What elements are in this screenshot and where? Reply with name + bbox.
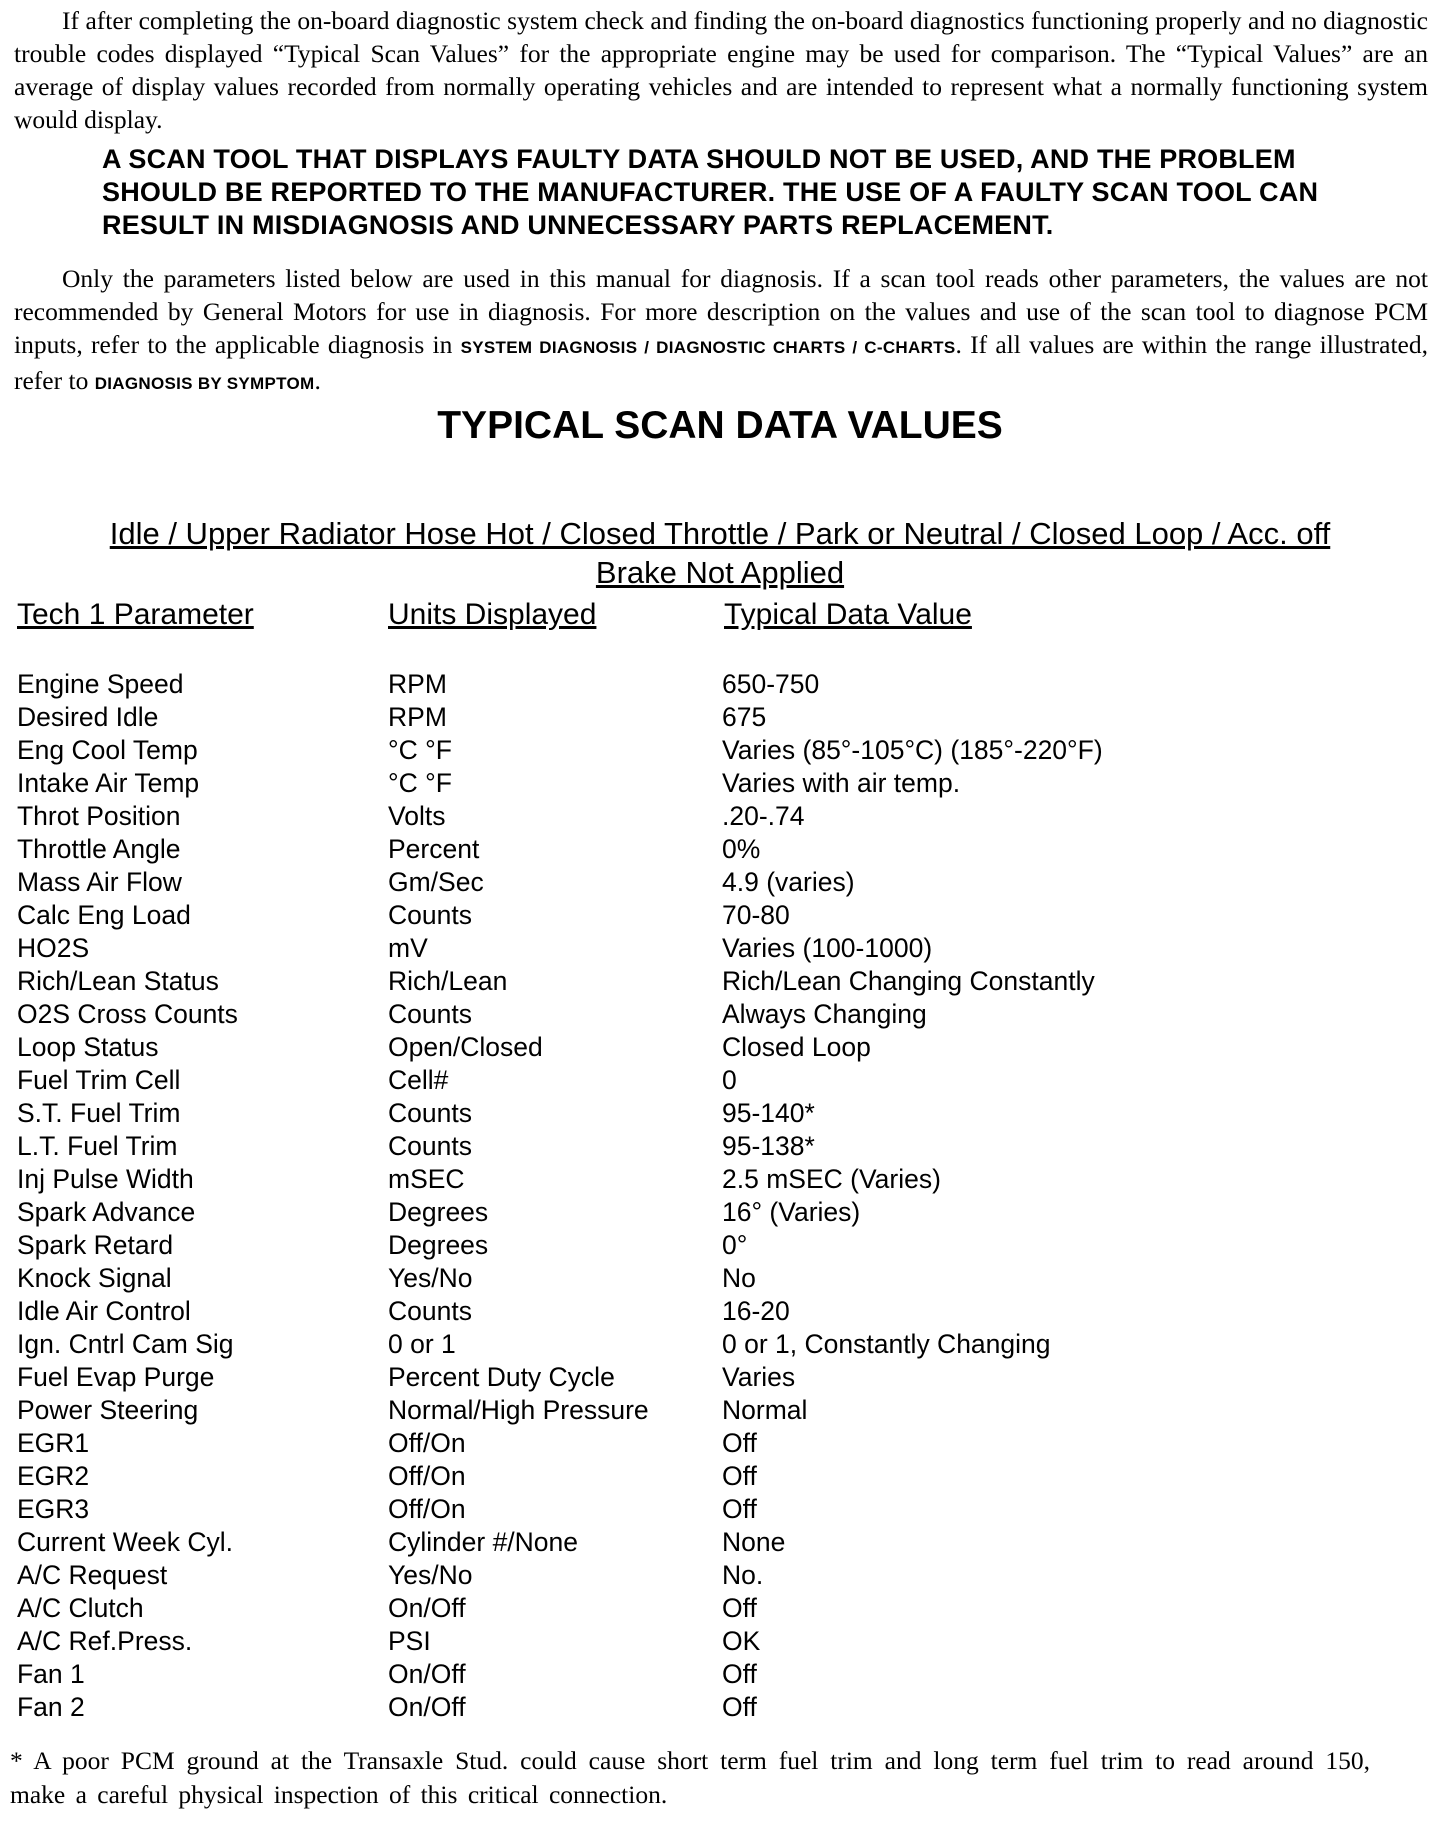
table-row [0, 833, 1440, 866]
scan-data-table [0, 668, 1440, 1724]
table-row [0, 1295, 1440, 1328]
row-parameter: Mass Air Flow [17, 867, 182, 897]
row-typical-value: Varies [722, 1362, 796, 1392]
row-parameter: Rich/Lean Status [17, 966, 219, 996]
row-typical-value: .20-.74 [722, 801, 805, 831]
row-units: Off/On [388, 1461, 466, 1491]
table-row [0, 1625, 1440, 1658]
row-units: Counts [388, 900, 472, 930]
row-typical-value: 16-20 [722, 1296, 790, 1326]
row-units: Off/On [388, 1494, 466, 1524]
table-row [0, 1559, 1440, 1592]
column-header-units: Units Displayed [388, 598, 597, 631]
row-parameter: Calc Eng Load [17, 900, 191, 930]
table-row [0, 1196, 1440, 1229]
row-units: Percent Duty Cycle [388, 1362, 615, 1392]
table-row [0, 1658, 1440, 1691]
row-typical-value: No [722, 1263, 756, 1293]
row-typical-value: Varies (85°-105°C) (185°-220°F) [722, 735, 1103, 765]
row-typical-value: OK [722, 1626, 761, 1656]
table-row [0, 767, 1440, 800]
row-typical-value: Off [722, 1428, 757, 1458]
table-row [0, 998, 1440, 1031]
table-row [0, 1493, 1440, 1526]
row-typical-value: Off [722, 1461, 757, 1491]
table-row [0, 1229, 1440, 1262]
row-typical-value: Off [722, 1692, 757, 1722]
row-parameter: Fuel Evap Purge [17, 1362, 215, 1392]
diagnosis-by-symptom-reference: DIAGNOSIS BY SYMPTOM [94, 374, 315, 393]
row-parameter: Inj Pulse Width [17, 1164, 194, 1194]
row-units: Off/On [388, 1428, 466, 1458]
table-row [0, 1163, 1440, 1196]
row-parameter: A/C Clutch [17, 1593, 144, 1623]
row-parameter: Idle Air Control [17, 1296, 191, 1326]
test-conditions-line-2: Brake Not Applied [595, 555, 845, 590]
row-units: PSI [388, 1626, 431, 1656]
row-units: Percent [388, 834, 480, 864]
table-row [0, 1427, 1440, 1460]
column-header-parameter: Tech 1 Parameter [17, 598, 254, 631]
row-units: Normal/High Pressure [388, 1395, 649, 1425]
row-parameter: Engine Speed [17, 669, 184, 699]
table-row [0, 1691, 1440, 1724]
table-row [0, 1592, 1440, 1625]
row-typical-value: 675 [722, 702, 767, 732]
row-parameter: Intake Air Temp [17, 768, 200, 798]
row-typical-value: Off [722, 1659, 757, 1689]
warning-notice: A SCAN TOOL THAT DISPLAYS FAULTY DATA SHOULD NOT BE USED, AND THE PROBLEM SHOULD BE REPORTED TO THE MANUFACTURER. THE USE OF A FAULTY SCAN TOOL CAN RESULT IN MISDIAGNOSIS AND UNNECESSARY PARTS REPLACEMENT. [102, 144, 1319, 240]
parameters-note-paragraph [14, 262, 1428, 400]
row-units: Counts [388, 1098, 472, 1128]
row-parameter: L.T. Fuel Trim [17, 1131, 178, 1161]
row-parameter: EGR3 [17, 1494, 90, 1524]
row-units: °C °F [388, 768, 452, 798]
table-row [0, 1031, 1440, 1064]
row-typical-value: 16° (Varies) [722, 1197, 861, 1227]
row-units: Counts [388, 1131, 472, 1161]
row-parameter: S.T. Fuel Trim [17, 1098, 181, 1128]
table-row [0, 1526, 1440, 1559]
row-units: On/Off [388, 1593, 466, 1623]
footnote: * A poor PCM ground at the Transaxle Stud. could cause short term fuel trim and long term fuel trim to read around 150, make a careful physical inspection of this critical connection. [10, 1746, 1370, 1809]
row-parameter: Power Steering [17, 1395, 199, 1425]
row-typical-value: 0% [722, 834, 761, 864]
row-units: On/Off [388, 1692, 466, 1722]
row-units: Degrees [388, 1197, 489, 1227]
row-units: RPM [388, 702, 447, 732]
row-parameter: Spark Retard [17, 1230, 174, 1260]
row-typical-value: Varies (100-1000) [722, 933, 933, 963]
row-typical-value: 2.5 mSEC (Varies) [722, 1164, 941, 1194]
table-row [0, 1262, 1440, 1295]
test-conditions [0, 514, 1440, 592]
row-typical-value: Off [722, 1494, 757, 1524]
row-units: Yes/No [388, 1560, 473, 1590]
row-typical-value: None [722, 1527, 786, 1557]
row-units: Yes/No [388, 1263, 473, 1293]
row-typical-value: Rich/Lean Changing Constantly [722, 966, 1095, 996]
test-conditions-line-1: Idle / Upper Radiator Hose Hot / Closed Throttle / Park or Neutral / Closed Loop / Acc. off [109, 516, 1331, 551]
row-parameter: Loop Status [17, 1032, 159, 1062]
table-row [0, 701, 1440, 734]
column-header-value: Typical Data Value [724, 598, 972, 631]
row-units: Cell# [388, 1065, 449, 1095]
row-parameter: Current Week Cyl. [17, 1527, 233, 1557]
row-units: On/Off [388, 1659, 466, 1689]
row-typical-value: Always Changing [722, 999, 927, 1029]
row-parameter: Eng Cool Temp [17, 735, 198, 765]
row-parameter: Throt Position [17, 801, 181, 831]
row-parameter: A/C Request [17, 1560, 168, 1590]
table-row [0, 1460, 1440, 1493]
table-row [0, 1130, 1440, 1163]
row-parameter: A/C Ref.Press. [17, 1626, 193, 1656]
table-row [0, 1361, 1440, 1394]
row-units: Degrees [388, 1230, 489, 1260]
parameters-note-text: Only the parameters listed below are used in this manual for diagnosis. If a scan tool reads other parameters, the values are not recommended by General Motors for use in diagnosis. For more description on the values and use of the scan tool to diagnose PCM inputs, refer to the applicable diagnosis in [14, 264, 1428, 359]
row-parameter: Spark Advance [17, 1197, 196, 1227]
table-row [0, 1394, 1440, 1427]
row-typical-value: 650-750 [722, 669, 820, 699]
row-typical-value: 95-140* [722, 1098, 815, 1128]
row-parameter: Fuel Trim Cell [17, 1065, 181, 1095]
table-row [0, 800, 1440, 833]
row-units: 0 or 1 [388, 1329, 456, 1359]
row-parameter: Desired Idle [17, 702, 159, 732]
row-typical-value: 0° [722, 1230, 748, 1260]
table-row [0, 932, 1440, 965]
row-typical-value: Normal [722, 1395, 808, 1425]
parameters-note-text-2: . If all values are within the range illustrated, refer to [14, 330, 1429, 395]
row-units: mV [388, 933, 428, 963]
row-units: Cylinder #/None [388, 1527, 579, 1557]
row-typical-value: 95-138* [722, 1131, 815, 1161]
row-units: Counts [388, 1296, 472, 1326]
row-typical-value: 70-80 [722, 900, 790, 930]
row-parameter: Fan 1 [17, 1659, 85, 1689]
row-parameter: Knock Signal [17, 1263, 172, 1293]
table-row [0, 734, 1440, 767]
row-units: Gm/Sec [388, 867, 484, 897]
table-row [0, 866, 1440, 899]
row-parameter: Ign. Cntrl Cam Sig [17, 1329, 234, 1359]
intro-paragraph: If after completing the on-board diagnostic system check and finding the on-board diagnostics functioning properly and no diagnostic trouble codes displayed “Typical Scan Values” for the appropriate engine may be used for comparison. The “Typical Values” are an average of display values recorded from normally operating vehicles and are intended to represent what a normally functioning system would display. [14, 6, 1428, 134]
parameters-note-text-3: . [314, 366, 321, 395]
row-parameter: EGR2 [17, 1461, 90, 1491]
row-parameter: EGR1 [17, 1428, 90, 1458]
row-units: Volts [388, 801, 446, 831]
table-row [0, 1097, 1440, 1130]
table-row [0, 668, 1440, 701]
row-typical-value: 4.9 (varies) [722, 867, 855, 897]
row-parameter: HO2S [17, 933, 90, 963]
row-parameter: Fan 2 [17, 1692, 85, 1722]
table-row [0, 965, 1440, 998]
row-parameter: Throttle Angle [17, 834, 181, 864]
row-parameter: O2S Cross Counts [17, 999, 238, 1029]
row-typical-value: 0 [722, 1065, 737, 1095]
row-typical-value: Off [722, 1593, 757, 1623]
table-row [0, 899, 1440, 932]
row-units: RPM [388, 669, 447, 699]
system-diagnosis-reference: SYSTEM DIAGNOSIS / DIAGNOSTIC CHARTS / C-CHARTS [460, 338, 956, 357]
row-typical-value: No. [722, 1560, 764, 1590]
row-typical-value: 0 or 1, Constantly Changing [722, 1329, 1051, 1359]
row-units: °C °F [388, 735, 452, 765]
table-row [0, 1064, 1440, 1097]
row-units: Open/Closed [388, 1032, 543, 1062]
table-row [0, 1328, 1440, 1361]
row-typical-value: Varies with air temp. [722, 768, 961, 798]
row-typical-value: Closed Loop [722, 1032, 871, 1062]
page-title: TYPICAL SCAN DATA VALUES [437, 404, 1003, 447]
row-units: Rich/Lean [388, 966, 508, 996]
row-units: Counts [388, 999, 472, 1029]
row-units: mSEC [388, 1164, 465, 1194]
